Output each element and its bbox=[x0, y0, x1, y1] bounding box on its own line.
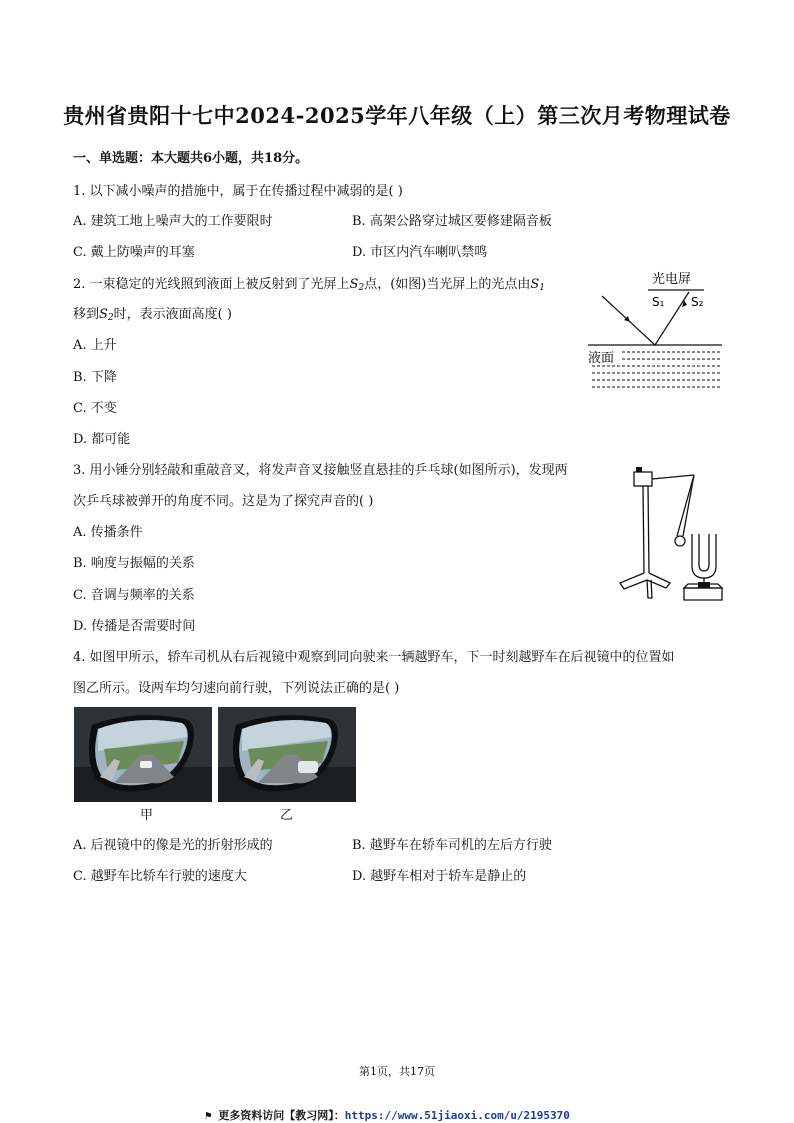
s1-label: S₁ bbox=[652, 295, 665, 309]
q3-option-a: A. 传播条件 bbox=[73, 525, 143, 540]
q3-option-c: C. 音调与频率的关系 bbox=[73, 588, 195, 603]
caption-jia: 甲 bbox=[140, 808, 154, 823]
bottom-banner[interactable] bbox=[205, 1107, 570, 1123]
stand-pole-right bbox=[648, 486, 649, 573]
screen-label: 光电屏 bbox=[652, 272, 692, 287]
caption-yi: 乙 bbox=[280, 808, 294, 823]
stand-base bbox=[620, 573, 670, 589]
stand-pole-left bbox=[643, 486, 644, 573]
page-footer: 第1页，共17页 bbox=[359, 1065, 435, 1078]
stand-foot bbox=[647, 580, 652, 598]
reflection-diagram bbox=[588, 266, 724, 392]
question-1-stem: 1. 以下减小噪声的措施中，属于在传播过程中减弱的是( ) bbox=[73, 184, 403, 199]
mirror-photo-jia bbox=[74, 707, 212, 802]
banner-text: 更多资料访问【教习网】： bbox=[218, 1109, 345, 1122]
s2-label: S₂ bbox=[691, 295, 704, 309]
q2-option-a: A. 上升 bbox=[73, 338, 117, 353]
q4-option-d: D. 越野车相对于轿车是静止的 bbox=[352, 869, 527, 884]
q1-option-b: B. 高架公路穿过城区要修建隔音板 bbox=[352, 214, 552, 229]
flag-icon: ⚑ bbox=[205, 1109, 212, 1122]
question-3-stem-line2: 次乒乓球被弹开的角度不同。这是为了探究声音的( ) bbox=[73, 494, 374, 509]
q4-option-b: B. 越野车在轿车司机的左后方行驶 bbox=[352, 838, 552, 853]
liquid-label: 液面 bbox=[588, 351, 615, 366]
q3-option-b: B. 响度与振幅的关系 bbox=[73, 556, 195, 571]
resonance-box bbox=[684, 588, 722, 600]
tuning-fork-diagram bbox=[610, 458, 728, 604]
q2-option-d: D. 都可能 bbox=[73, 432, 131, 447]
banner-link[interactable]: https://www.51jiaoxi.com/u/2195370 bbox=[344, 1109, 570, 1122]
question-2-stem-line1 bbox=[73, 273, 545, 293]
question-2-stem-line2: 移到$S_2$时，表示液面高度( ) bbox=[73, 307, 232, 323]
q3-option-d: D. 传播是否需要时间 bbox=[73, 619, 196, 634]
q2-option-c: C. 不变 bbox=[73, 401, 117, 416]
question-4-stem-line1: 4. 如图甲所示，轿车司机从右后视镜中观察到同向驶来一辆越野车，下一时刻越野车在后视镜中的位置如 bbox=[73, 650, 675, 665]
ping-pong-ball bbox=[675, 536, 685, 546]
clamp-screw bbox=[636, 467, 642, 472]
q4-option-c: C. 越野车比轿车行驶的速度大 bbox=[73, 869, 247, 884]
q1-option-a: A. 建筑工地上噪声大的工作要限时 bbox=[73, 214, 273, 229]
support-arm bbox=[652, 475, 694, 479]
s2-symbol: $S_2$ bbox=[349, 277, 365, 293]
mirror-photo-yi bbox=[218, 707, 356, 802]
q2-stem-part2: 点，(如图)当光屏上的光点由 bbox=[364, 277, 531, 292]
q1-option-c: C. 戴上防噪声的耳塞 bbox=[73, 245, 195, 260]
string-left bbox=[677, 475, 694, 536]
clamp bbox=[634, 472, 652, 486]
page-title: 贵州省贵阳十七中2024-2025学年八年级（上）第三次月考物理试卷 bbox=[63, 103, 731, 128]
s2-symbol: $S_2$ bbox=[99, 307, 114, 323]
q1-option-d: D. 市区内汽车喇叭禁鸣 bbox=[352, 245, 488, 260]
string-right bbox=[683, 475, 694, 536]
fork-base bbox=[698, 582, 710, 588]
q4-option-a: A. 后视镜中的像是光的折射形成的 bbox=[73, 838, 273, 853]
q2-stem-part1: 2. 一束稳定的光线照到液面上被反射到了光屏上 bbox=[73, 277, 350, 292]
section-heading: 一、单选题：本大题共6小题，共18分。 bbox=[73, 151, 309, 166]
question-4-stem-line2: 图乙所示。设两车均匀速向前行驶，下列说法正确的是( ) bbox=[73, 681, 400, 696]
q2-option-b: B. 下降 bbox=[73, 370, 117, 385]
s1-symbol: $S_1$ bbox=[530, 277, 545, 293]
fork-inner bbox=[699, 534, 709, 571]
question-3-stem-line1: 3. 用小锤分别轻敲和重敲音叉，将发声音叉接触竖直悬挂的乒乓球(如图所示)，发现两 bbox=[73, 463, 568, 478]
